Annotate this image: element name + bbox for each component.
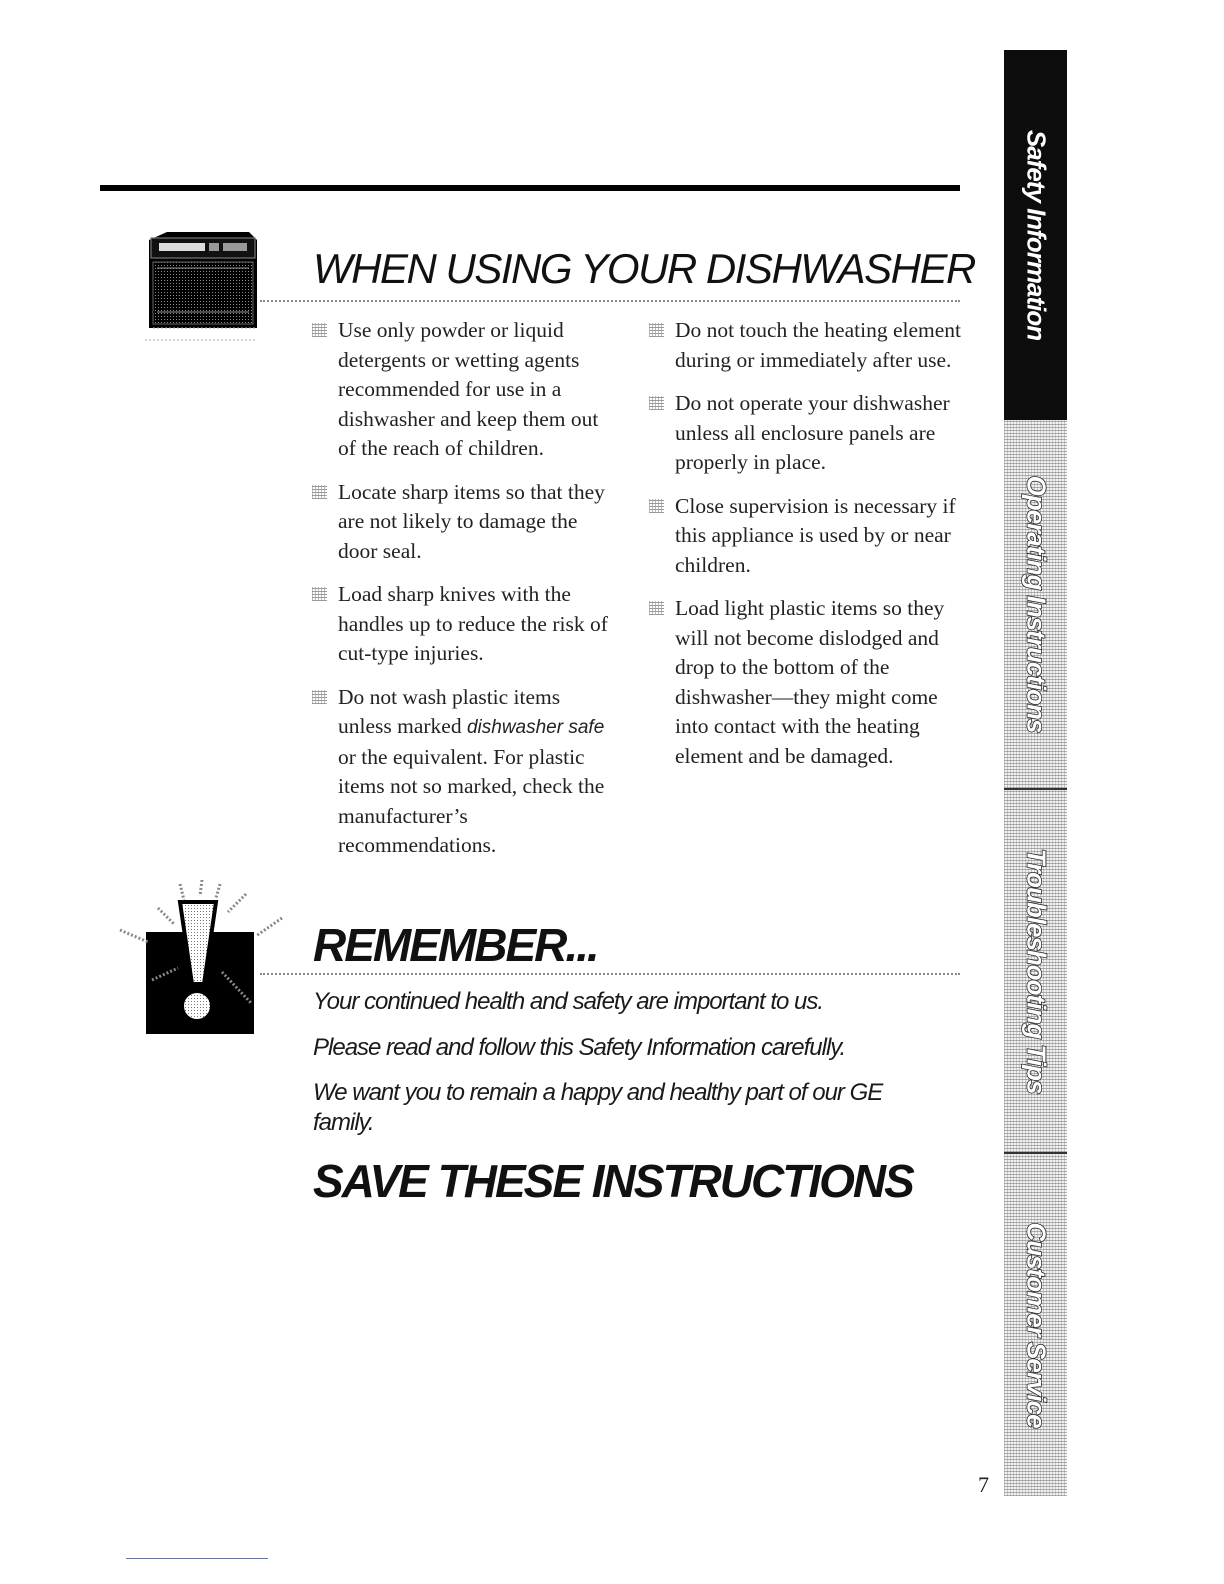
list-item: Do not touch the heating element during or immediately after use. [649,316,961,375]
warning-exclamation-icon [118,880,293,1040]
list-item: Load light plastic items so they will not become dislodged and drop to the bottom of the dishwasher—they might come into contact with the heating element and be damaged. [649,594,961,771]
top-rule [100,185,960,191]
square-bullet-icon [312,587,327,601]
list-item: Locate sharp items so that they are not likely to damage the door seal. [312,478,612,567]
tab-label: Operating Instructions [1021,475,1051,733]
remember-title-rule [260,973,960,975]
tab-label: Safety Information [1021,129,1051,341]
tab-customer-service[interactable] [1004,1154,1067,1496]
tab-safety-information[interactable] [1004,50,1067,420]
right-column [649,316,961,785]
left-column [312,316,612,875]
side-tabs [1004,50,1067,1496]
square-bullet-icon [312,323,327,337]
remember-line: We want you to remain a happy and healthy part of our GE family. [313,1079,883,1136]
bottom-link-line [126,1558,268,1559]
dishwasher-safe-emphasis: dishwasher safe [466,717,605,738]
square-bullet-icon [649,396,664,410]
list-item: Do not operate your dishwasher unless all enclosure panels are properly in place. [649,389,961,478]
dishwasher-icon [145,228,260,343]
list-item: Use only powder or liquid detergents or wetting agents recommended for use in a dishwasher and keep them out of the reach of children. [312,316,612,464]
remember-title: REMEMBER... [313,919,598,971]
square-bullet-icon [312,690,327,704]
tab-label: Customer Service [1021,1222,1051,1428]
list-item: Load sharp knives with the handles up to reduce the risk of cut-type injuries. [312,580,612,669]
page-number: 7 [978,1472,989,1497]
list-item: Do not wash plastic items unless marked dishwasher safe or the equivalent. For plastic items not so marked, check the manufacturer’s recommendations. [312,683,612,861]
tab-operating-instructions[interactable] [1004,420,1067,788]
save-instructions-title: SAVE THESE INSTRUCTIONS [313,1155,913,1207]
square-bullet-icon [649,499,664,513]
section-title-rule [260,300,960,302]
tab-troubleshooting-tips[interactable] [1004,790,1067,1152]
section-title: WHEN USING YOUR DISHWASHER [313,245,975,292]
square-bullet-icon [312,485,327,499]
remember-line: Please read and follow this Safety Information carefully. [313,1034,846,1061]
square-bullet-icon [649,601,664,615]
remember-line: Your continued health and safety are important to us. [313,988,824,1015]
tab-label: Troubleshooting Tips [1021,848,1051,1094]
list-item: Close supervision is necessary if this appliance is used by or near children. [649,492,961,581]
square-bullet-icon [649,323,664,337]
